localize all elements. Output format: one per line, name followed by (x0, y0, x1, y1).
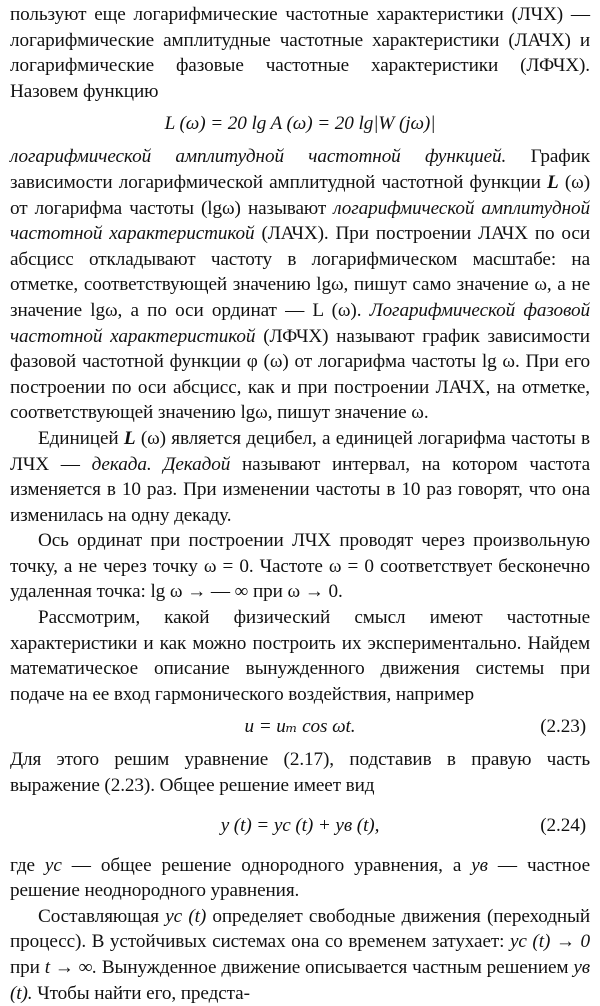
term-lach-function: логарифмической амплитудной частотной функцией. (10, 146, 507, 168)
term-decade: декада. (91, 453, 152, 475)
equation-number: (2.23) (540, 716, 586, 738)
formula-lach (10, 104, 590, 144)
paragraph-definitions: логарифмической амплитудной частотной функцией. График зависимости логарифмической амплитудной частотной функции L (ω) от логарифма частоты (lgω) называют логарифмической амплитудной частотной характеристикой (ЛАЧХ). При построении ЛАЧХ по оси абсцисс откладывают частоту в логарифмическом масштабе: на отметке, соответствующей значению lgω, пишут само значение ω, а не значение lgω, а по оси ординат — L (ω). Логарифмической фазовой частотной характеристикой (ЛФЧХ) называют график зависимости фазовой частотной функции φ (ω) от логарифма частоты lg ω. При его построении по оси абсцисс, как и при построении ЛАЧХ, на отметке, соответствующей значению lgω, пишут значение ω. (10, 146, 590, 424)
paragraph-solve: Для этого решим уравнение (2.17), подставив в правую часть выражение (2.23). Общее решение имеет вид (10, 749, 590, 797)
term-lach: логарифмической амплитудной частотной характеристикой (10, 197, 590, 245)
formula-2-24 (10, 799, 590, 853)
formula-text: L (ω) = 20 lg A (ω) = 20 lg|W (jω)| (164, 113, 436, 135)
paragraph-decade: Единицей L (ω) является децибел, а единицей логарифма частоты в ЛЧХ — декада. Декадой называют интервал, на котором частота изменяется в 10 раз. При изменении частоты в 10 раз говорят, что она изменилась на одну декаду. (10, 427, 590, 526)
formula-text: u = uₘ cos ωt. (244, 716, 356, 738)
term-decade-def: Декадой (163, 453, 231, 475)
paragraph-physical-meaning: Рассмотрим, какой физический смысл имеют частотные характеристики и как можно построить их экспериментально. Найдем математическое описание вынужденного движения системы при подаче на ее вход гармонического воздействия, например (10, 607, 590, 705)
formula-text: y (t) = yс (t) + yв (t), (220, 814, 380, 836)
paragraph-intro: пользуют еще логарифмические частотные характеристики (ЛЧХ) — логарифмические амплитудные частотные характеристики (ЛАЧХ) и логарифмические фазовые частотные характеристики (ЛФЧХ). Назовем функцию (10, 4, 590, 102)
equation-number: (2.24) (540, 814, 586, 836)
paragraph-components: Составляющая yс (t) определяет свободные движения (переходный процесс). В устойчивых системах она со временем затухает: yс (t) → 0 при t → ∞. Вынужденное движение описывается частным решением yв (t). Чтобы найти его, предста- (10, 905, 590, 1004)
formula-2-23 (10, 707, 590, 747)
term-lfch: Логарифмической фазовой частотной характеристикой (10, 299, 590, 347)
paragraph-ordinate: Ось ординат при построении ЛЧХ проводят через произвольную точку, а не через точку ω = 0. Частоте ω = 0 соответствует бесконечно удаленная точка: lg ω → — ∞ при ω → 0. (10, 530, 590, 603)
paragraph-where: где yс — общее решение однородного уравнения, а yв — частное решение неоднородного уравнения. (10, 854, 590, 902)
